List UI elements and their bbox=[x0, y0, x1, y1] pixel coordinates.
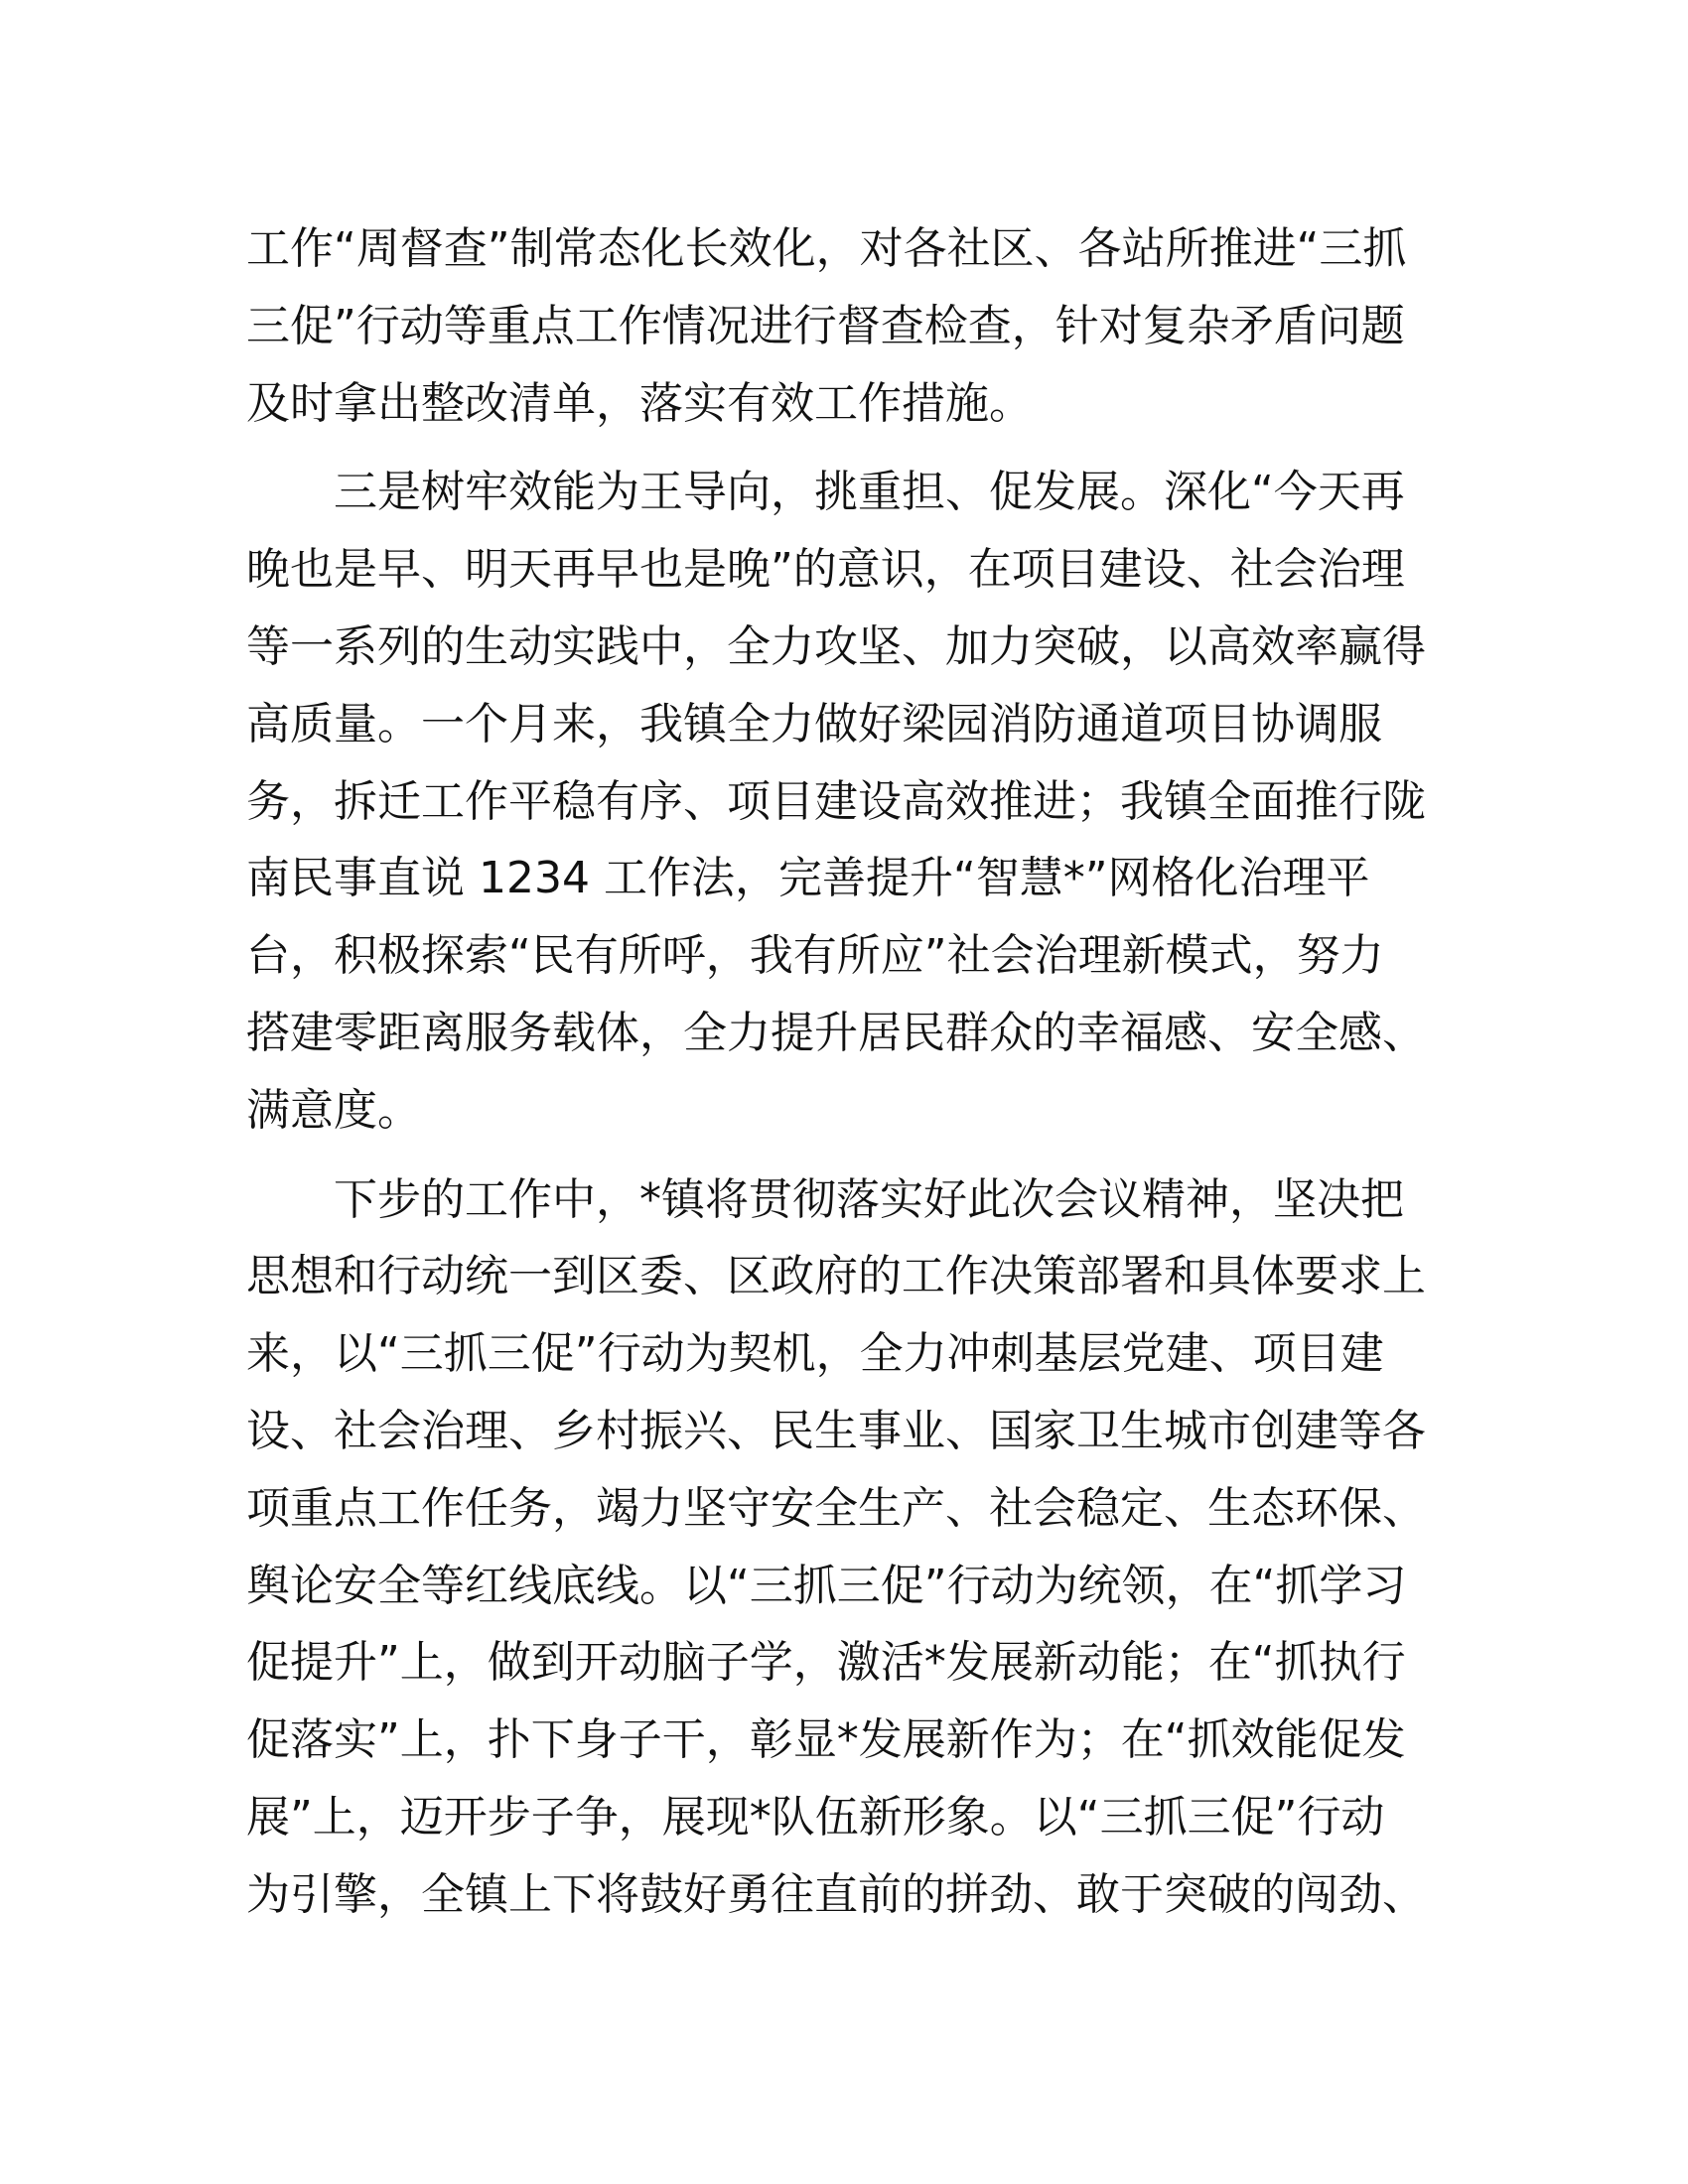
text-line: 下步的工作中，*镇将贯彻落实好此次会议精神，坚决把 bbox=[334, 1173, 1404, 1225]
text-line: 务，拆迁工作平稳有序、项目建设高效推进；我镇全面推行陇 bbox=[246, 775, 1426, 827]
text-line: 台，积极探索“民有所呼，我有所应”社会治理新模式，努力 bbox=[246, 930, 1384, 982]
text-line: 三促”行动等重点工作情况进行督查检查，针对复杂矛盾问题 bbox=[246, 300, 1405, 351]
body-text bbox=[246, 210, 1438, 1934]
text-line: 展”上，迈开步子争，展现*队伍新形象。以“三抓三促”行动 bbox=[246, 1791, 1385, 1843]
text-line: 及时拿出整改清单，落实有效工作措施。 bbox=[246, 377, 1033, 429]
text-line: 等一系列的生动实践中，全力攻坚、加力突破，以高效率赢得 bbox=[246, 620, 1426, 672]
text-line: 舆论安全等红线底线。以“三抓三促”行动为统领，在“抓学习 bbox=[246, 1560, 1407, 1611]
text-line: 来，以“三抓三促”行动为契机，全力冲刺基层党建、项目建 bbox=[246, 1328, 1384, 1380]
text-line: 设、社会治理、乡村振兴、民生事业、国家卫生城市创建等各 bbox=[246, 1405, 1426, 1456]
text-line: 搭建零距离服务载体，全力提升居民群众的幸福感、安全感、 bbox=[246, 1007, 1426, 1058]
text-line: 促提升”上，做到开动脑子学，激活*发展新动能；在“抓执行 bbox=[246, 1637, 1406, 1689]
paragraph-1 bbox=[246, 210, 1438, 442]
text-line: 工作“周督查”制常态化长效化，对各社区、各站所推进“三抓 bbox=[246, 223, 1407, 274]
text-line: 高质量。一个月来，我镇全力做好梁园消防通道项目协调服 bbox=[246, 698, 1382, 750]
paragraph-3 bbox=[246, 1161, 1438, 1934]
text-line: 思想和行动统一到区委、区政府的工作决策部署和具体要求上 bbox=[246, 1251, 1426, 1302]
paragraph-gap bbox=[246, 442, 1438, 454]
text-line: 为引擎，全镇上下将鼓好勇往直前的拼劲、敢于突破的闯劲、 bbox=[246, 1868, 1426, 1920]
text-line: 晚也是早、明天再早也是晚”的意识，在项目建设、社会治理 bbox=[246, 544, 1405, 596]
paragraph-gap bbox=[246, 1150, 1438, 1161]
text-line: 项重点工作任务，竭力坚守安全生产、社会稳定、生态环保、 bbox=[246, 1482, 1426, 1534]
text-line: 南民事直说 1234 工作法，完善提升“智慧*”网格化治理平 bbox=[246, 853, 1370, 904]
text-line: 满意度。 bbox=[246, 1084, 421, 1136]
text-line: 三是树牢效能为王导向，挑重担、促发展。深化“今天再 bbox=[334, 467, 1405, 518]
text-line: 促落实”上，扑下身子干，彰显*发展新作为；在“抓效能促发 bbox=[246, 1714, 1406, 1766]
paragraph-2 bbox=[246, 454, 1438, 1149]
